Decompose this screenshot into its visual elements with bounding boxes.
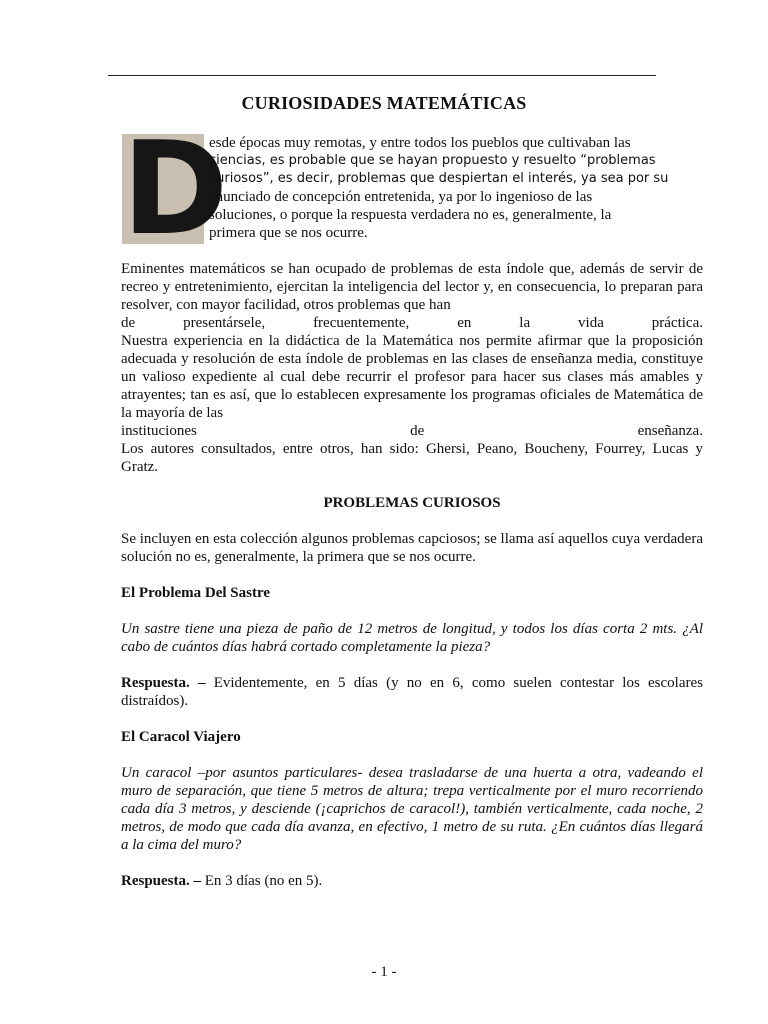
paragraph-3: Los autores consultados, entre otros, han sido: Ghersi, Peano, Boucheny, Fourrey, Lucas y Gratz. [121,441,703,475]
top-rule [108,75,656,76]
word: práctica. [651,315,703,331]
answer-label: Respuesta. – [121,675,206,691]
page-title: CURIOSIDADES MATEMÁTICAS [241,93,527,113]
word: vida [578,315,604,331]
problem-statement: Un sastre tiene una pieza de paño de 12 metros de longitud, y todos los días corta 2 mts. ¿Al cabo de cuántos días habrá cortado completamente la pieza? [121,621,703,655]
answer-text: En 3 días (no en 5). [201,873,323,889]
intro-line: ciencias, es probable que se hayan propuesto y resuelto “problemas [209,153,656,168]
problem-heading: El Caracol Viajero [121,729,241,745]
paragraph-2: Nuestra experiencia en la didáctica de la Matemática nos permite afirmar que la proposición adecuada y resolución de esta índole de problemas en las clases de enseñanza media, constituye un valioso expediente al cual debe recurrir el profesor para hacer sus clases más amables y atrayentes; tan es así, que lo establecen expresamente los programas oficiales de Matemática de la mayoría de las [121,333,703,421]
drop-cap-letter: D [122,115,229,264]
intro-line: primera que se nos ocurre. [209,225,368,241]
page-number: - 1 - [371,964,397,980]
word: enseñanza. [637,423,703,439]
problem-answer [121,872,703,890]
word: presentársele, [183,315,266,331]
word: instituciones [121,423,197,439]
word: de [410,423,425,439]
problem-heading: El Problema Del Sastre [121,585,271,601]
intro-line: soluciones, o porque la respuesta verdadera no es, generalmente, la [209,207,612,223]
intro-paragraph [209,134,703,242]
drop-cap-image [122,115,229,264]
answer-label: Respuesta. – [121,873,202,889]
intro-line: enunciado de concepción entretenida, ya por lo ingenioso de las [209,189,593,205]
intro-line: esde épocas muy remotas, y entre todos los pueblos que cultivaban las [209,135,631,151]
paragraph-1: Eminentes matemáticos se han ocupado de problemas de esta índole que, además de servir de recreo y entretenimiento, ejercitan la inteligencia del lector y, en consecuencia, lo preparan para resolver, con mayor facilidad, otros problemas que han [121,261,703,313]
problem-statement: Un caracol –por asuntos particulares- desea trasladarse de una huerta a otra, vadeando el muro de separación, que tiene 5 metros de altura; trepa verticalmente por el muro recorriendo cada día 3 metros, y desciende (¡caprichos de caracol!), también verticalmente, cada noche, 2 metros, de modo que cada día avanza, en efectivo, 1 metro de su ruta. ¿En cuántos días llegará a la cima del muro? [121,765,703,853]
intro-line: curiosos”, es decir, problemas que despiertan el interés, ya sea por su [209,171,669,186]
word: en [457,315,472,331]
section-intro: Se incluyen en esta colección algunos problemas capciosos; se llama así aquellos cuya verdadera solución no es, generalmente, la primera que se nos ocurre. [121,531,703,565]
body-text [121,260,703,890]
word: frecuentemente, [313,315,410,331]
paragraph-2-last-line [121,422,703,440]
problem-answer [121,674,703,710]
section-heading: PROBLEMAS CURIOSOS [323,495,501,511]
paragraph-1-last-line [121,314,703,332]
answer-text: Evidentemente, en 5 días (y no en 6, como suelen contestar los escolares distraídos). [121,675,703,709]
word: de [121,315,136,331]
word: la [519,315,531,331]
